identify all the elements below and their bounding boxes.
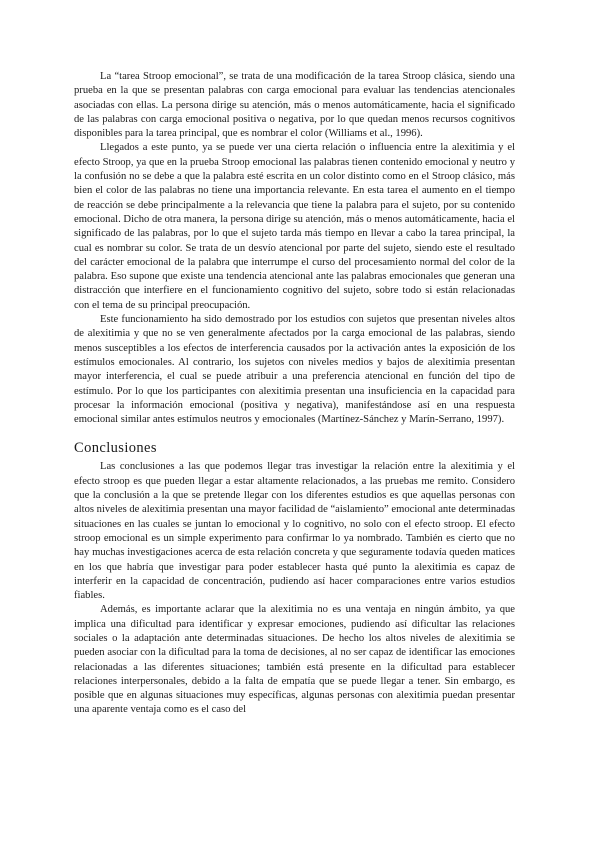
paragraph: La “tarea Stroop emocional”, se trata de una modificación de la tarea Stroop clásica, siendo una prueba en la que se presentan palabras con carga emocional para evaluar las tendencias atencionales asociadas con ellas. La persona dirige su atención, más o menos automáticamente, hacia el significado de las palabras con carga emocional positiva o negativa, por lo que quedan menos recursos cognitivos disponibles para la tarea principal, que es nombrar el color (Williams et al., 1996). bbox=[74, 71, 515, 140]
paragraph: Las conclusiones a las que podemos llegar tras investigar la relación entre la alexitimia y el efecto stroop es que pueden llegar a estar altamente relacionados, a las pruebas me remito. Considero que la conclusión a la que se pretende llegar con los diferentes estudios es que aquellas personas con altos niveles de alexitimia presentan una mayor facilidad de “aislamiento” emocional ante determinadas situaciones en las cuales se juntan lo emocional y lo cognitivo, no solo con el efecto stroop. El efecto stroop emocional es un simple experimento para confirmar lo ya nombrado. También es cierto que no hay muchas investigaciones acerca de esta relación concreta y que seguramente todavía queden matices en los que habría que investigar para poder establecer hasta qué punto la alexitimia es capaz de interferir en la capacidad de concentración, pudiendo así hacer comparaciones entre varios estudios fiables. bbox=[74, 461, 515, 602]
paragraph: Este funcionamiento ha sido demostrado por los estudios con sujetos que presentan niveles altos de alexitimia y que no se ven generalmente afectados por la carga emocional de las palabras, siendo menos susceptibles a los efectos de interferencia causados por la activación antes la exposición de los estímulos emocionales. Al contrario, los sujetos con niveles medios y bajos de alexitimia presentan mayor interferencia, el cual se puede atribuir a una preferencia atencional en función del tipo de estímulo. Por lo que los participantes con alexitimia presentan una insuficiencia en la capacidad para procesar la información emocional (positiva y negativa), manifestándose así en una respuesta emocional similar antes estímulos neutros y emocionales (Martínez-Sánchez y Marín-Serrano, 1997). bbox=[74, 314, 515, 426]
section-stroop-emocional bbox=[74, 70, 515, 427]
section-heading-conclusiones: Conclusiones bbox=[74, 440, 157, 457]
section-conclusiones bbox=[74, 460, 515, 717]
paragraph: Además, es importante aclarar que la alexitimia no es una ventaja en ningún ámbito, ya que implica una dificultad para identificar y expresar emociones, pudiendo así dificultar las relaciones sociales o la adaptación ante determinadas situaciones. De hecho los altos niveles de alexitimia se pueden asociar con la dificultad para la toma de decisiones, al no ser capaz de identificar las emociones relacionadas a las diferentes situaciones; también está presente en la dificultad para establecer relaciones interpersonales, debido a la falta de empatía que se puede llegar a tener. Sin embargo, es posible que en algunas situaciones muy específicas, algunas personas con alexitimia puedan presentar una aparente ventaja como es el caso del bbox=[74, 604, 515, 716]
paragraph: Llegados a este punto, ya se puede ver una cierta relación o influencia entre la alexitimia y el efecto Stroop, ya que en la prueba Stroop emocional las palabras tienen contenido emocional y neutro y la confusión no se debe a que la palabra esté escrita en un color distinto como en el Stroop clásico, más bien el color de las palabras no tiene una importancia relevante. En esta tarea el aumento en el tiempo de reacción se debe principalmente a la relevancia que tiene la palabra para el sujeto, por su contenido emocional. Dicho de otra manera, la persona dirige su atención, más o menos automáticamente, hacia el significado de las palabras, por lo que el sujeto tarda más tiempo en llevar a cabo la tarea principal, la cual es nombrar su color. Se trata de un desvío atencional por parte del sujeto, siendo este el resultado del carácter emocional de la palabra que interrumpe el curso del procesamiento normal del color de la palabra. Eso supone que existe una tendencia atencional ante las palabras emocionales que generan una distracción que interfiere en el funcionamiento cognitivo del sujeto, sobre todo si están relacionadas con el tema de su principal preocupación. bbox=[74, 142, 515, 311]
